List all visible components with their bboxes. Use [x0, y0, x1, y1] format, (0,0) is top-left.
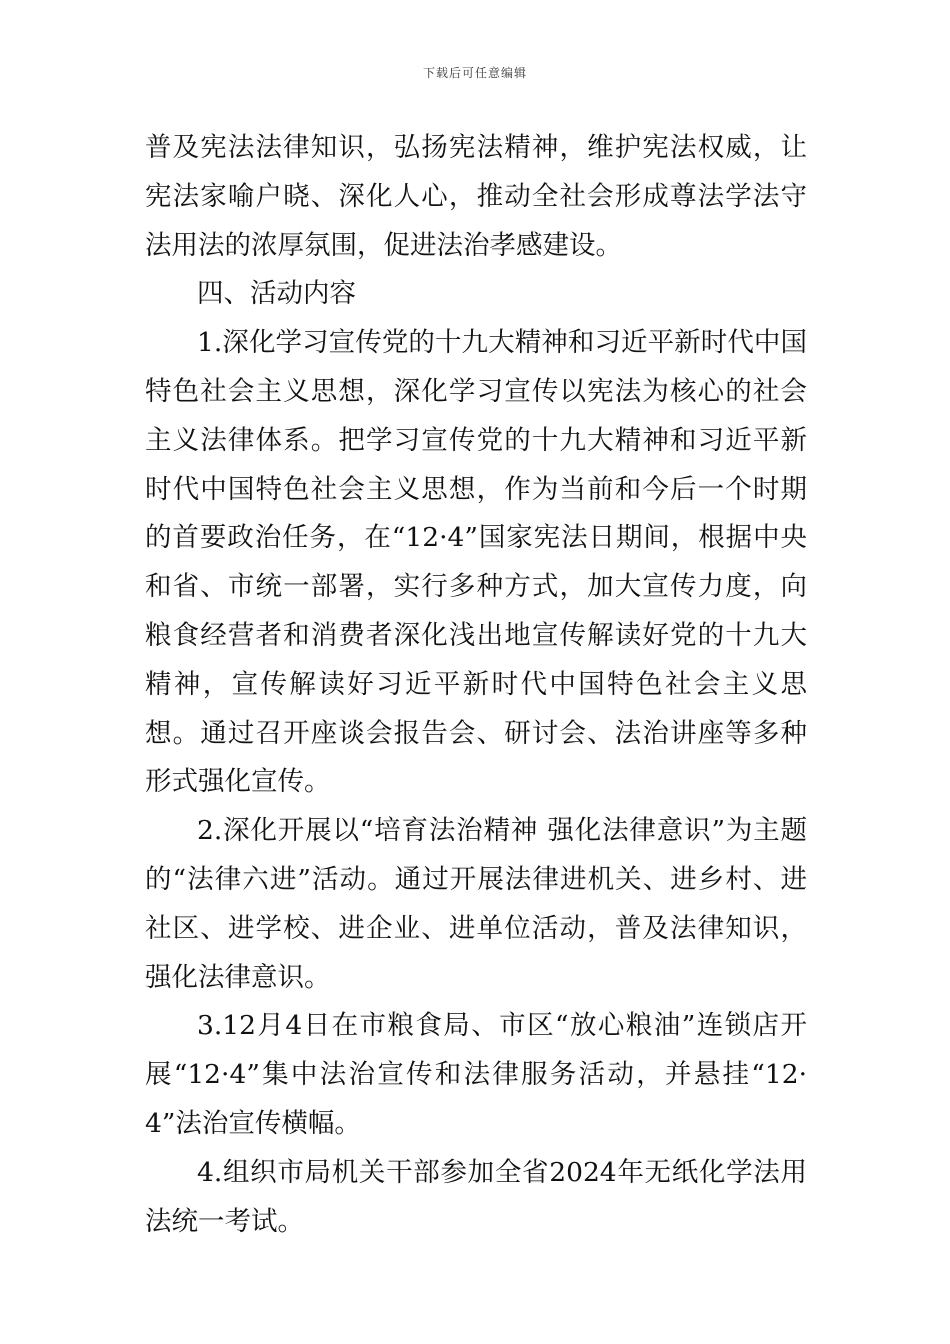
paragraph-item-4: 4.组织市局机关干部参加全省2024年无纸化学法用法统一考试。: [145, 1156, 807, 1237]
page-header-note: 下载后可任意编辑: [422, 66, 527, 80]
paragraph-intro: 普及宪法法律知识，弘扬宪法精神，维护宪法权威，让宪法家喻户晓、深化人心，推动全社会形成尊法学法守法用法的浓厚氛围，促进法治孝感建设。: [145, 132, 807, 261]
document-body: [145, 124, 807, 1246]
paragraph-item-1: 1.深化学习宣传党的十九大精神和习近平新时代中国特色社会主义思想，深化学习宣传以宪法为核心的社会主义法律体系。把学习宣传党的十九大精神和习近平新时代中国特色社会主义思想，作为当前和今后一个时期的首要政治任务，在“12·4”国家宪法日期间，根据中央和省、市统一部署，实行多种方式，加大宣传力度，向粮食经营者和消费者深化浅出地宣传解读好党的十九大精神，宣传解读好习近平新时代中国特色社会主义思想。通过召开座谈会报告会、研讨会、法治讲座等多种形式强化宣传。: [145, 327, 807, 798]
paragraph-item-2: 2.深化开展以“培育法治精神 强化法律意识”为主题的“法律六进”活动。通过开展法律进机关、进乡村、进社区、进学校、进企业、进单位活动，普及法律知识，强化法律意识。: [145, 815, 807, 993]
section-heading-activity-content: 四、活动内容: [197, 278, 356, 310]
paragraph-item-3: 3.12月4日在市粮食局、市区“放心粮油”连锁店开展“12·4”集中法治宣传和法律服务活动，并悬挂“12·4”法治宣传横幅。: [145, 1010, 807, 1139]
